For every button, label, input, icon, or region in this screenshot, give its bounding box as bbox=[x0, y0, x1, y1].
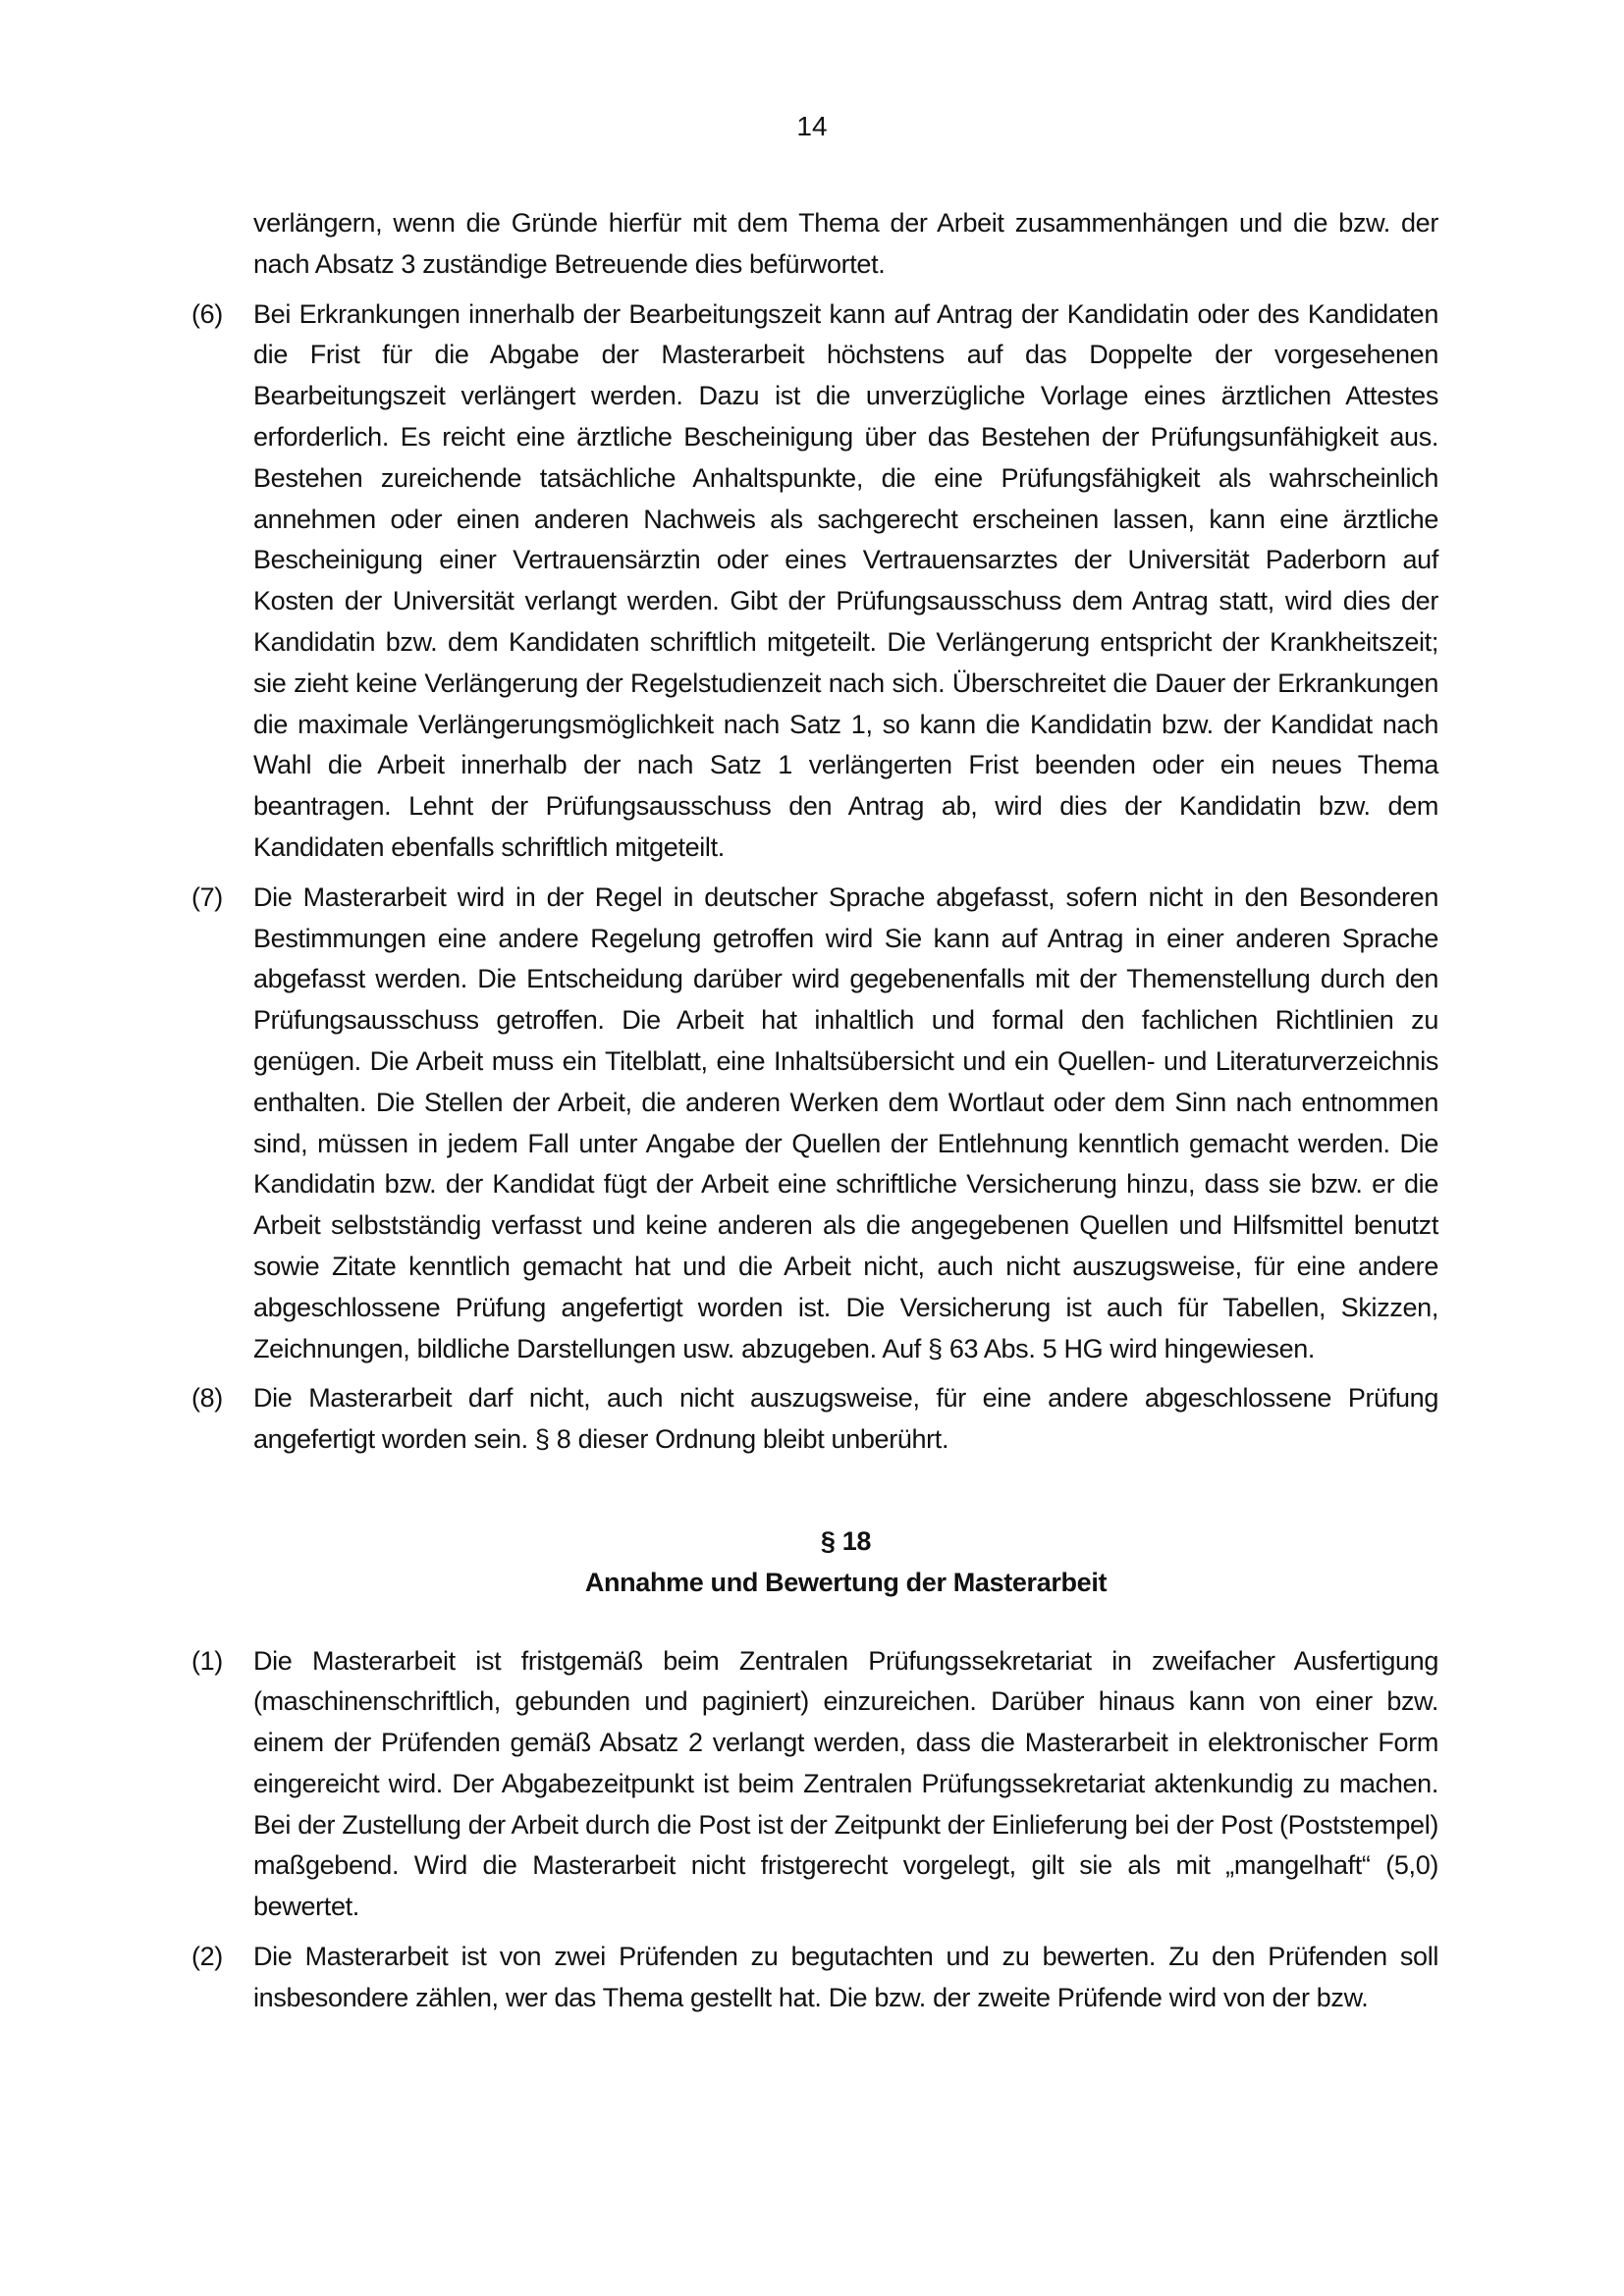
paragraph-1 bbox=[191, 1641, 1438, 1929]
document-body bbox=[191, 203, 1438, 2028]
section-number: § 18 bbox=[820, 1525, 872, 1556]
section-title: Annahme und Bewertung der Masterarbeit bbox=[584, 1567, 1108, 1597]
paragraph-8 bbox=[191, 1378, 1438, 1461]
section-heading bbox=[191, 1522, 1438, 1604]
paragraph-number: (7) bbox=[191, 881, 223, 912]
paragraph-text: Bei Erkrankungen innerhalb der Bearbeitungszeit kann auf Antrag der Kandidatin oder des Kandidaten die Frist für die Abgabe der Masterarbeit höchstens auf das Doppelte der vorgesehenen Bearbeitungszeit verlängert werden. Dazu ist die unverzügliche Vorlage eines ärztlichen Attestes erforderlich. Es reicht eine ärztliche Bescheinigung über das Bestehen der Prüfungsunfähigkeit aus. Bestehen zureichende tatsächliche Anhaltspunkte, die eine Prüfungsfähigkeit als wahrscheinlich annehmen oder einen anderen Nachweis als sachgerecht erscheinen lassen, kann eine ärztliche Bescheinigung einer Vertrauensärztin oder eines Vertrauensarztes der Universität Paderborn auf Kosten der Universität verlangt werden. Gibt der Prüfungsausschuss dem Antrag statt, wird dies der Kandidatin bzw. dem Kandidaten schriftlich mitgeteilt. Die Verlängerung entspricht der Krankheitszeit; sie zieht keine Verlängerung der Regelstudienzeit nach sich. Überschreitet die Dauer der Erkrankungen die maximale Verlängerungsmöglichkeit nach Satz 1, so kann die Kandidatin bzw. der Kandidat nach Wahl die Arbeit innerhalb der nach Satz 1 verlängerten Frist beenden oder ein neues Thema beantragen. Lehnt der Prüfungsausschuss den Antrag ab, wird dies der Kandidatin bzw. dem Kandidaten ebenfalls schriftlich mitgeteilt. bbox=[253, 298, 1438, 862]
paragraph-6 bbox=[191, 294, 1438, 869]
paragraph-number: (6) bbox=[191, 298, 223, 329]
paragraph-number: (8) bbox=[191, 1383, 223, 1414]
paragraph-text: Die Masterarbeit ist von zwei Prüfenden zu begutachten und zu bewerten. Zu den Prüfenden soll insbesondere zählen, wer das Thema gestellt hat. Die bzw. der zweite Prüfende wird von der bzw. bbox=[253, 1942, 1438, 2012]
paragraph-7 bbox=[191, 878, 1438, 1370]
page-number: 14 bbox=[796, 111, 828, 141]
paragraph-text: Die Masterarbeit ist fristgemäß beim Zentralen Prüfungssekretariat in zweifacher Ausfertigung (maschinenschriftlich, gebunden und paginiert) einzureichen. Darüber hinaus kann von einer bzw. einem der Prüfenden gemäß Absatz 2 verlangt werden, dass die Masterarbeit in elektronischer Form eingereicht wird. Der Abgabezeitpunkt ist beim Zentralen Prüfungssekretariat aktenkundig zu machen. Bei der Zustellung der Arbeit durch die Post ist der Zeitpunkt der Einlieferung bei der Post (Poststempel) maßgebend. Wird die Masterarbeit nicht fristgerecht vorgelegt, gilt sie als mit „mangelhaft“ (5,0) bewertet. bbox=[253, 1645, 1438, 1922]
paragraph-2 bbox=[191, 1937, 1438, 2019]
continuation-paragraph: verlängern, wenn die Gründe hierfür mit dem Thema der Arbeit zusammenhängen und die bzw. der nach Absatz 3 zuständige Betreuende dies befürwortet. bbox=[253, 208, 1438, 279]
paragraph-text: Die Masterarbeit wird in der Regel in deutscher Sprache abgefasst, sofern nicht in den Besonderen Bestimmungen eine andere Regelung getroffen wird Sie kann auf Antrag in einer anderen Sprache abgefasst werden. Die Entscheidung darüber wird gegebenenfalls mit der Themenstellung durch den Prüfungsausschuss getroffen. Die Arbeit hat inhaltlich und formal den fachlichen Richtlinien zu genügen. Die Arbeit muss ein Titelblatt, eine Inhaltsübersicht und ein Quellen- und Literaturverzeichnis enthalten. Die Stellen der Arbeit, die anderen Werken dem Wortlaut oder dem Sinn nach entnommen sind, müssen in jedem Fall unter Angabe der Quellen der Entlehnung kenntlich gemacht werden. Die Kandidatin bzw. der Kandidat fügt der Arbeit eine schriftliche Versicherung hinzu, dass sie bzw. er die Arbeit selbstständig verfasst und keine anderen als die angegebenen Quellen und Hilfsmittel benutzt sowie Zitate kenntlich gemacht hat und die Arbeit nicht, auch nicht auszugsweise, für eine andere abgeschlossene Prüfung angefertigt worden ist. Die Versicherung ist auch für Tabellen, Skizzen, Zeichnungen, bildliche Darstellungen usw. abzugeben. Auf § 63 Abs. 5 HG wird hingewiesen. bbox=[253, 881, 1438, 1363]
paragraph-number: (1) bbox=[191, 1645, 223, 1676]
paragraph-number: (2) bbox=[191, 1942, 223, 1972]
paragraph-text: Die Masterarbeit darf nicht, auch nicht auszugsweise, für eine andere abgeschlossene Prüfung angefertigt worden sein. § 8 dieser Ordnung bleibt unberührt. bbox=[253, 1383, 1438, 1455]
